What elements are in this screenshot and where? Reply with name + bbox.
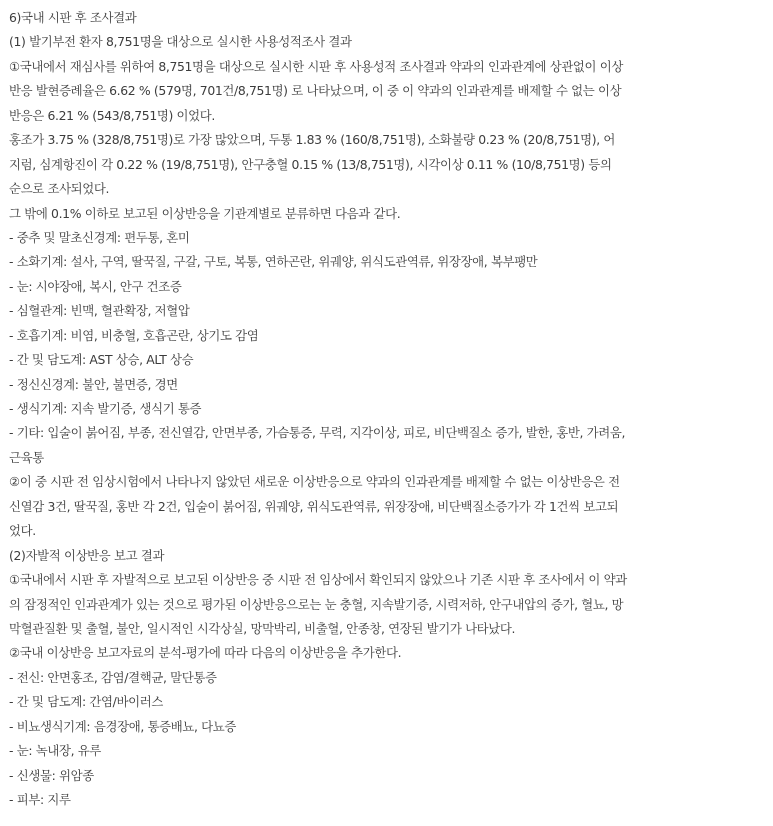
paragraph-line: 순으로 조사되었다. (9, 181, 110, 197)
list-item: - 정신신경계: 불안, 불면증, 경면 (9, 376, 178, 392)
list-item: - 기타: 입술이 붉어짐, 부종, 전신열감, 안면부종, 가슴통증, 무력, 지각이상, 피로, 비단백질소 증가, 발한, 홍반, 가려움, (9, 425, 626, 441)
paragraph-line: 홍조가 3.75 % (328/8,751명)로 가장 많았으며, 두통 1.83 % (160/8,751명), 소화불량 0.23 % (20/8,751명), 어 (9, 132, 616, 148)
subsection-heading: (2)자발적 이상반응 보고 결과 (9, 547, 165, 563)
paragraph-line: 지럼, 심계항진이 각 0.22 % (19/8,751명), 안구충혈 0.15 % (13/8,751명), 시각이상 0.11 % (10/8,751명) 등의 (9, 156, 612, 172)
list-item: - 눈: 녹내장, 유루 (9, 743, 102, 759)
subsection-heading: (1) 발기부전 환자 8,751명을 대상으로 실시한 사용성적조사 결과 (9, 34, 352, 50)
paragraph-line: 었다. (9, 523, 36, 539)
list-item: - 전신: 안면홍조, 감염/결핵균, 말단통증 (9, 669, 217, 685)
list-item: - 피부: 지루 (9, 792, 71, 807)
list-intro: 그 밖에 0.1% 이하로 보고된 이상반응을 기관계별로 분류하면 다음과 같다. (9, 205, 401, 221)
paragraph-line: 막혈관질환 및 출혈, 불안, 일시적인 시각상실, 망막박리, 비출혈, 안종창, 연장된 발기가 나타났다. (9, 620, 516, 636)
paragraph-line: 반응은 6.21 % (543/8,751명) 이었다. (9, 107, 216, 123)
list-item: - 심혈관계: 빈맥, 혈관확장, 저혈압 (9, 303, 190, 319)
list-item: - 비뇨생식기계: 음경장애, 통증배뇨, 다뇨증 (9, 718, 237, 734)
list-item: - 눈: 시야장애, 복시, 안구 건조증 (9, 278, 182, 294)
list-item: - 중추 및 말초신경계: 편두통, 혼미 (9, 229, 190, 245)
list-item: - 호흡기계: 비염, 비충혈, 호흡곤란, 상기도 감염 (9, 327, 259, 343)
paragraph-line: 반응 발현증례율은 6.62 % (579명, 701건/8,751명) 로 나타났으며, 이 중 이 약과의 인과관계를 배제할 수 없는 이상 (9, 83, 622, 99)
list-item: - 신생물: 위암종 (9, 767, 94, 783)
list-item: 근육통 (9, 449, 44, 465)
paragraph-line: ②이 중 시판 전 임상시험에서 나타나지 않았던 새로운 이상반응으로 약과의 인과관계를 배제할 수 없는 이상반응은 전 (9, 474, 620, 490)
list-item: - 간 및 담도계: AST 상승, ALT 상승 (9, 352, 194, 368)
list-item: - 생식기계: 지속 발기증, 생식기 통증 (9, 401, 202, 416)
paragraph-line: ①국내에서 재심사를 위하여 8,751명을 대상으로 실시한 시판 후 사용성적 조사결과 약과의 인과관계에 상관없이 이상 (9, 58, 624, 74)
section-title: 6)국내 시판 후 조사결과 (9, 10, 137, 25)
paragraph-line: 신열감 3건, 딸꾹질, 홍반 각 2건, 입술이 붉어짐, 위궤양, 위식도관역류, 위장장애, 비단백질소증가가 각 1건씩 보고되 (9, 498, 619, 514)
paragraph-line: ①국내에서 시판 후 자발적으로 보고된 이상반응 중 시판 전 임상에서 확인되지 않았으나 기존 시판 후 조사에서 이 약과 (9, 572, 627, 588)
paragraph-line: 의 잠정적인 인과관계가 있는 것으로 평가된 이상반응으로는 눈 충혈, 지속발기증, 시력저하, 안구내압의 증가, 혈뇨, 망 (9, 596, 624, 612)
list-item: - 소화기계: 설사, 구역, 딸꾹질, 구갈, 구토, 복통, 연하곤란, 위궤양, 위식도관역류, 위장장애, 복부팽만 (9, 254, 538, 270)
paragraph-line: ②국내 이상반응 보고자료의 분석-평가에 따라 다음의 이상반응을 추가한다. (9, 645, 402, 661)
list-item: - 간 및 담도계: 간염/바이러스 (9, 694, 163, 710)
